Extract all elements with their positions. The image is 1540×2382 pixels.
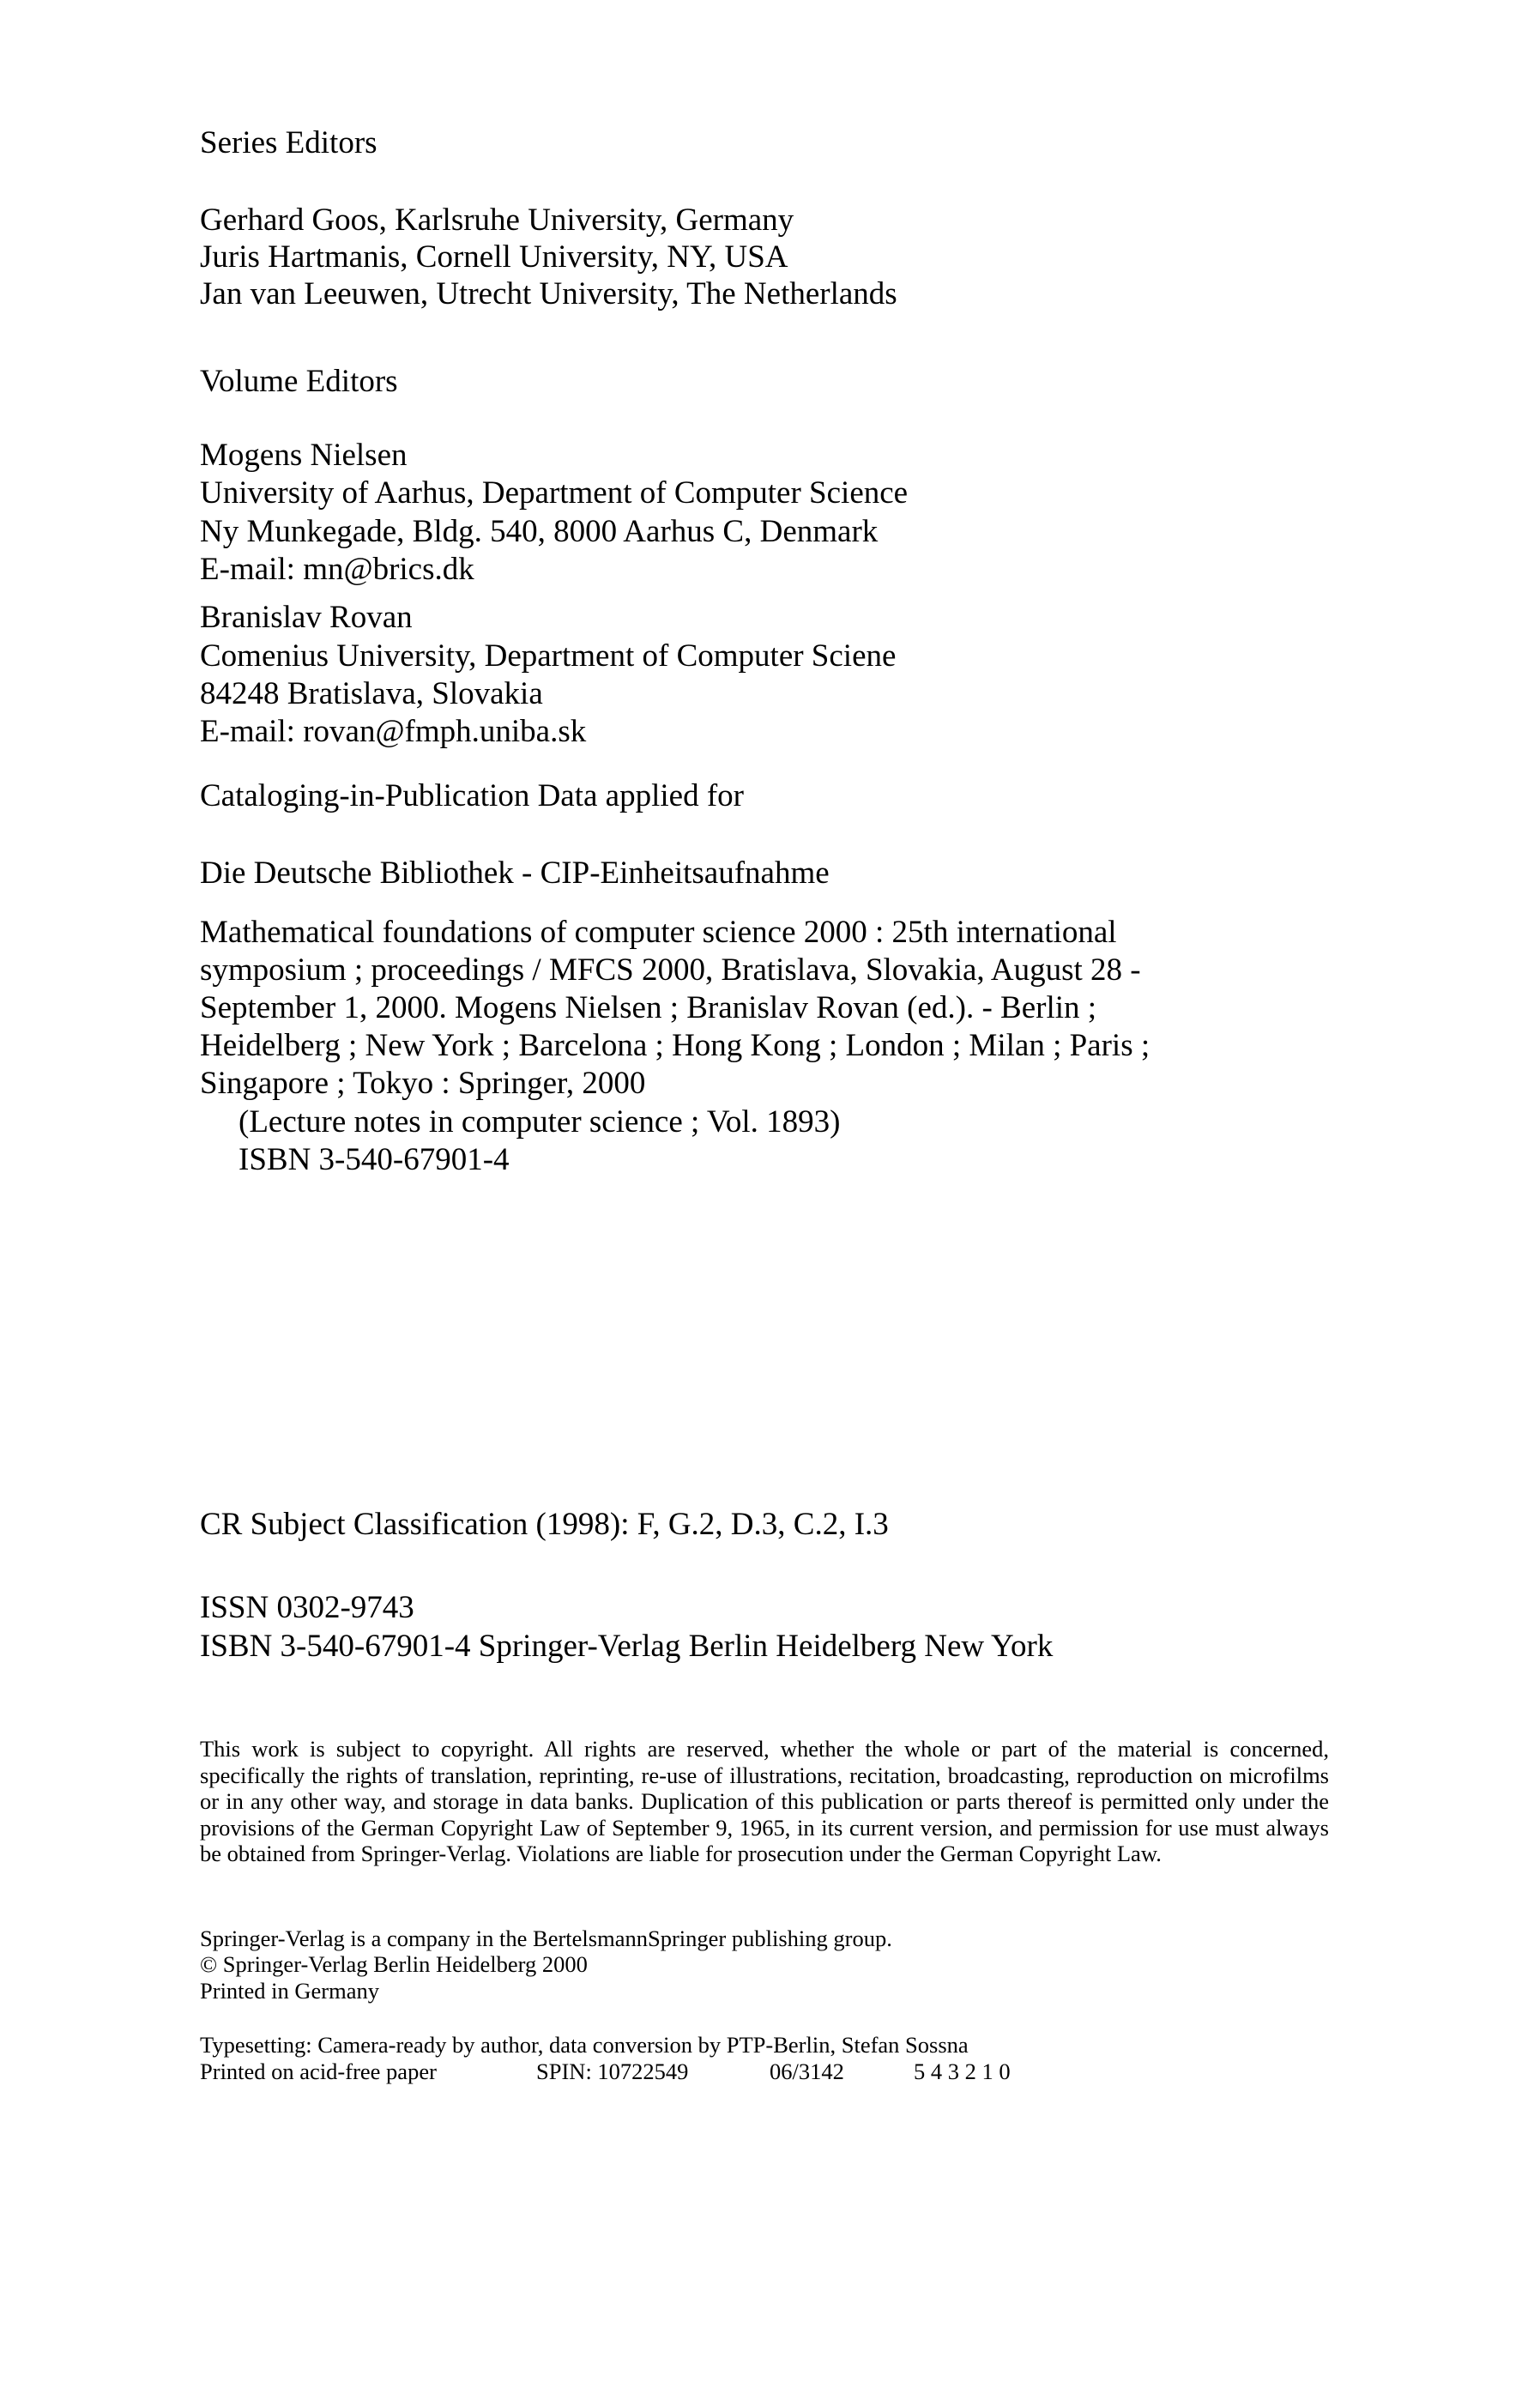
- paper-info: Printed on acid-free paper: [200, 2059, 437, 2084]
- print-code: 06/3142: [770, 2059, 844, 2084]
- isbn-publisher: ISBN 3-540-67901-4 Springer-Verlag Berlin Heidelberg New York: [200, 1629, 1054, 1664]
- series-editor-goos: Gerhard Goos, Karlsruhe University, Germany: [200, 203, 794, 238]
- cip-library: Die Deutsche Bibliothek - CIP-Einheitsaufnahme: [200, 855, 830, 891]
- publisher-group: Springer-Verlag is a company in the BertelsmannSpringer publishing group.: [200, 1926, 892, 1951]
- cip-entry-line: Heidelberg ; New York ; Barcelona ; Hong Kong ; London ; Milan ; Paris ;: [200, 1028, 1150, 1063]
- typesetting: Typesetting: Camera-ready by author, data conversion by PTP-Berlin, Stefan Sossna: [200, 2032, 969, 2058]
- editor1-email: E-mail: mn@brics.dk: [200, 552, 474, 587]
- cip-series-note: (Lecture notes in computer science ; Vol. 1893): [239, 1104, 841, 1140]
- copyright-notice: This work is subject to copyright. All rights are reserved, whether the whole or part of the material is concerned, specifically the rights of translation, reprinting, re-use of illustrations, recitation, broadcasting, reproduction on microfilms or in any other way, and storage in data banks. Duplication of this publication or parts thereof is permitted only under the provisions of the German Copyright Law of September 9, 1965, in its current version, and permission for use must always be obtained from Springer-Verlag. Violations are liable for prosecution under the German Copyright Law.: [200, 1736, 1329, 1866]
- issn: ISSN 0302-9743: [200, 1590, 414, 1625]
- editor1-address: Ny Munkegade, Bldg. 540, 8000 Aarhus C, Denmark: [200, 514, 879, 549]
- spin-number: SPIN: 10722549: [536, 2059, 689, 2084]
- copyright-line: © Springer-Verlag Berlin Heidelberg 2000: [200, 1951, 588, 1977]
- cip-applied: Cataloging-in-Publication Data applied for: [200, 778, 744, 813]
- editor2-affiliation: Comenius University, Department of Computer Sciene: [200, 638, 897, 674]
- series-editors-heading: Series Editors: [200, 125, 377, 160]
- editor2-email: E-mail: rovan@fmph.uniba.sk: [200, 714, 587, 749]
- cip-entry-line: Mathematical foundations of computer science 2000 : 25th international: [200, 915, 1117, 950]
- editor2-name: Branislav Rovan: [200, 600, 413, 635]
- cip-entry-line: Singapore ; Tokyo : Springer, 2000: [200, 1066, 646, 1101]
- volume-editors-heading: Volume Editors: [200, 364, 398, 399]
- series-editor-hartmanis: Juris Hartmanis, Cornell University, NY, USA: [200, 239, 788, 275]
- cip-isbn: ISBN 3-540-67901-4: [239, 1142, 510, 1177]
- print-info-row: [200, 2059, 1144, 2085]
- cip-entry-line: September 1, 2000. Mogens Nielsen ; Branislav Rovan (ed.). - Berlin ;: [200, 990, 1097, 1025]
- editor1-affiliation: University of Aarhus, Department of Computer Science: [200, 475, 909, 511]
- cip-entry-line: symposium ; proceedings / MFCS 2000, Bratislava, Slovakia, August 28 -: [200, 952, 1141, 988]
- editor2-address: 84248 Bratislava, Slovakia: [200, 676, 543, 711]
- print-run: 5 4 3 2 1 0: [914, 2059, 1011, 2084]
- cr-subject-classification: CR Subject Classification (1998): F, G.2, D.3, C.2, I.3: [200, 1507, 889, 1542]
- series-editor-van-leeuwen: Jan van Leeuwen, Utrecht University, The Netherlands: [200, 276, 897, 311]
- editor1-name: Mogens Nielsen: [200, 438, 408, 473]
- printed-in: Printed in Germany: [200, 1978, 380, 2004]
